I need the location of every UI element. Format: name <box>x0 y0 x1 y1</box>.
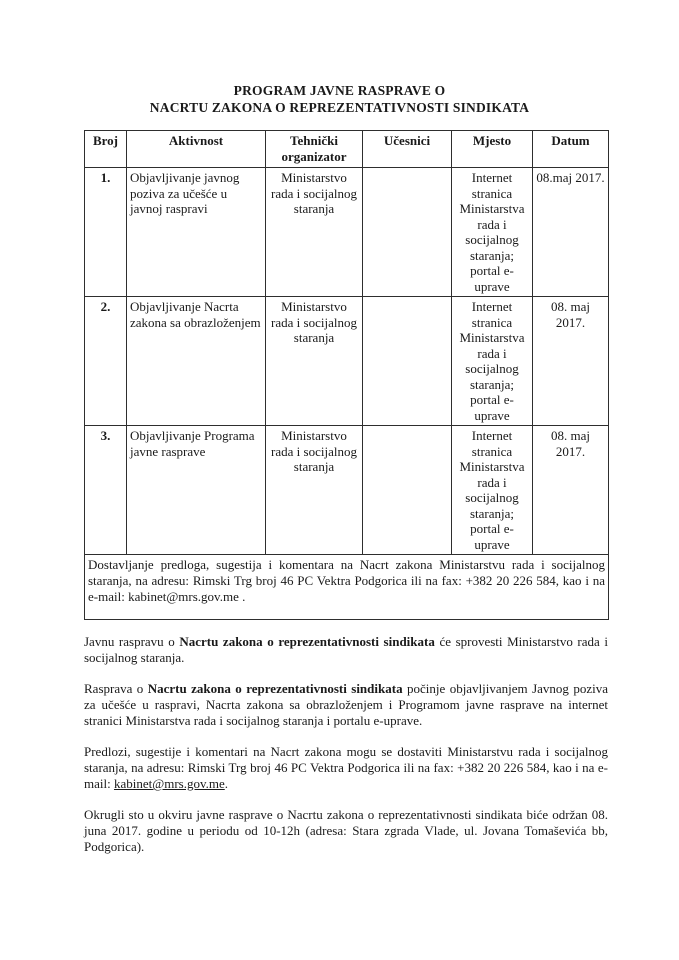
paragraph-okrugli-sto <box>84 807 608 855</box>
cell-datum: 08.maj 2017. <box>533 168 609 297</box>
cell-mjesto: Internet stranica Ministarstva rada i socijalnog staranja; portal e-uprave <box>452 426 533 555</box>
paragraph-text: Okrugli sto u okviru javne rasprave o Nacrtu zakona o reprezentativnosti sindikata biće održan 08. juna 2017. godine u periodu od 10-12h (adresa: Stara zgrada Vlade, ul. Jovana Tomaševića bb, Podgorica). <box>84 807 608 854</box>
body-text <box>84 634 608 855</box>
table-footer-row <box>85 555 609 620</box>
paragraph-dostavljanje-predloga <box>84 744 608 792</box>
document-content <box>84 130 608 855</box>
column-header-broj: Broj <box>85 131 127 168</box>
cell-datum: 08. maj 2017. <box>533 297 609 426</box>
cell-ucesnici <box>363 168 452 297</box>
column-header-aktivnost: Aktivnost <box>127 131 266 168</box>
cell-ucesnici <box>363 297 452 426</box>
paragraph-text: će sprovesti Ministarstvo rada i socijalnog staranja. <box>84 634 608 665</box>
cell-broj: 3. <box>85 426 127 555</box>
paragraph-text: Predlozi, sugestije i komentari na Nacrt zakona mogu se dostaviti Ministarstvu rada i socijalnog staranja, na adresu: Rimski Trg broj 46 PC Vektra Podgorica ili na fax: +382 20 226 584, kao i na e-mail: <box>84 744 608 791</box>
table-row <box>85 297 609 426</box>
cell-ucesnici <box>363 426 452 555</box>
paragraph-text: Javnu raspravu o <box>84 634 180 649</box>
paragraph-text: počinje objavljivanjem Javnog poziva za učešće u raspravi, Nacrta zakona sa obrazloženjem i Programom javne rasprave na internet stranici Ministarstva rada i socijalnog staranja i portalu e-uprave. <box>84 681 609 728</box>
paragraph-text: . <box>224 776 228 791</box>
cell-organizator: Ministarstvo rada i socijalnog staranja <box>266 297 363 426</box>
title-line-2: NACRTU ZAKONA O REPREZENTATIVNOSTI SINDIKATA <box>149 100 530 115</box>
paragraph-pocetak-rasprave <box>84 681 608 729</box>
paragraph-sprovodjenje <box>84 634 608 666</box>
paragraph-text: Rasprava o <box>84 681 148 696</box>
title-line-1: PROGRAM JAVNE RASPRAVE O <box>233 83 446 98</box>
cell-broj: 1. <box>85 168 127 297</box>
cell-organizator: Ministarstvo rada i socijalnog staranja <box>266 426 363 555</box>
cell-aktivnost: Objavljivanje Nacrta zakona sa obrazloženjem <box>127 297 266 426</box>
column-header-datum: Datum <box>533 131 609 168</box>
cell-aktivnost: Objavljivanje javnog poziva za učešće u javnoj raspravi <box>127 168 266 297</box>
cell-mjesto: Internet stranica Ministarstva rada i socijalnog staranja; portal e-uprave <box>452 168 533 297</box>
law-title-bold: Nacrtu zakona o reprezentativnosti sindikata <box>179 634 435 649</box>
table-footer-note: Dostavljanje predloga, sugestija i komentara na Nacrt zakona Ministarstvu rada i socijalnog staranja, na adresu: Rimski Trg broj 46 PC Vektra Podgorica ili na fax: +382 20 226 584, kao i na e-mail: kabinet@mrs.gov.me . <box>85 555 609 620</box>
law-title-bold: Nacrtu zakona o reprezentativnosti sindikata <box>147 681 403 696</box>
program-table <box>84 130 609 620</box>
table-row <box>85 168 609 297</box>
cell-mjesto: Internet stranica Ministarstva rada i socijalnog staranja; portal e-uprave <box>452 297 533 426</box>
cell-datum: 08. maj 2017. <box>533 426 609 555</box>
cell-broj: 2. <box>85 297 127 426</box>
column-header-mjesto: Mjesto <box>452 131 533 168</box>
document-title <box>0 0 679 116</box>
cell-organizator: Ministarstvo rada i socijalnog staranja <box>266 168 363 297</box>
cell-aktivnost: Objavljivanje Programa javne rasprave <box>127 426 266 555</box>
email-link[interactable]: kabinet@mrs.gov.me <box>113 776 225 791</box>
column-header-ucesnici: Učesnici <box>363 131 452 168</box>
table-header-row <box>85 131 609 168</box>
table-row <box>85 426 609 555</box>
column-header-organizator: Tehnički organizator <box>266 131 363 168</box>
